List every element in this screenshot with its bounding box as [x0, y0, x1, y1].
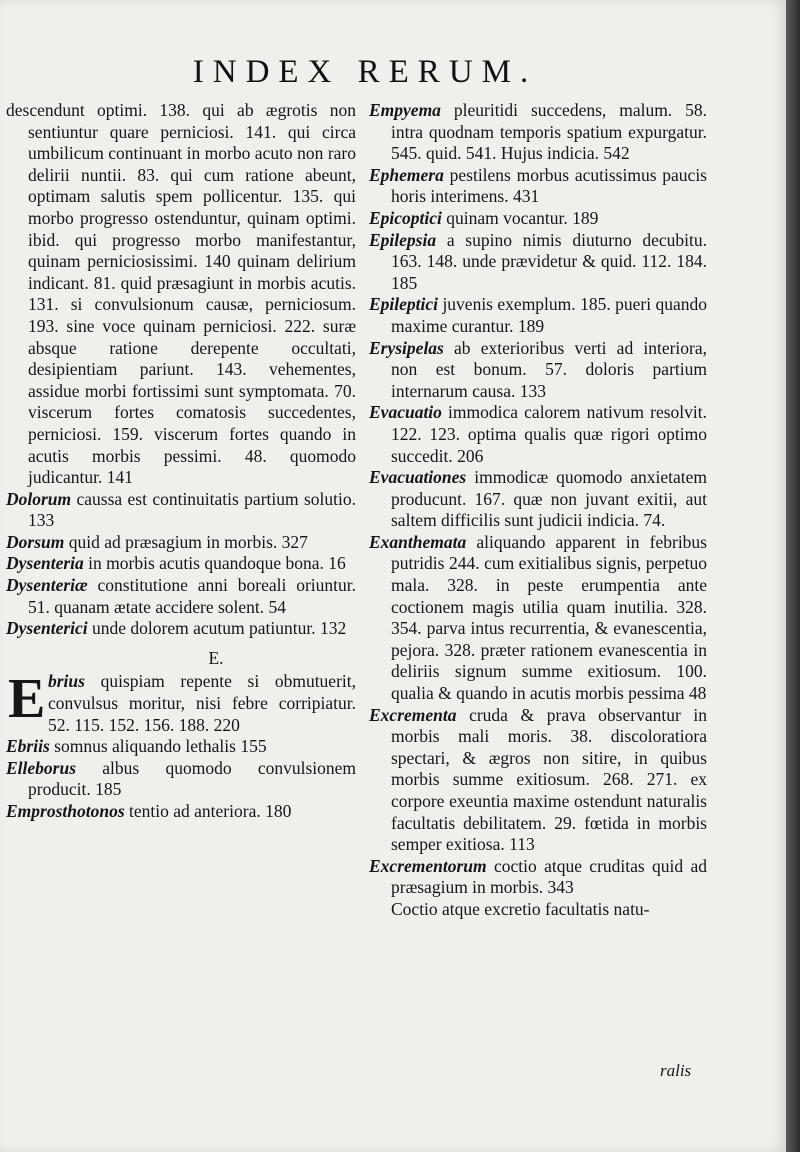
entry-text: quinam vocantur. 189 [441, 207, 599, 228]
index-entry [369, 532, 707, 705]
entry-headword: Empyema [369, 100, 441, 120]
section-letter: E. [208, 647, 224, 668]
entry-headword: Dorsum [6, 531, 65, 552]
entry-text: juvenis exemplum. 185. pueri quando maxime curantur. 189 [391, 294, 707, 336]
entry-text: albus quomodo convulsionem producit. 185 [28, 757, 356, 800]
index-entry [369, 467, 707, 532]
entry-text: a supino nimis diuturno decubitu. 163. 148. unde prævidetur & quid. 112. 184. 185 [391, 229, 707, 293]
entry-text: pleuritidi succedens, malum. 58. intra quodnam temporis spatium expurgatur. 545. quid. 541. Hujus indicia. 542 [391, 100, 707, 164]
entry-text: constitutione anni boreali oriuntur. 51. quanam ætate accidere solent. 54 [28, 575, 356, 617]
entry-text: unde dolorem acutum patiuntur. 132 [87, 618, 347, 639]
entry-headword: Epileptici [369, 294, 439, 315]
entry-headword: Dolorum [6, 488, 72, 509]
entry-text: immodicæ quomodo anxietatem producunt. 167. quæ non juvant exitii, aut saltem difficilis sunt judicii indicia. 74. [391, 467, 707, 531]
index-entry [369, 230, 707, 295]
index-column-right [369, 100, 707, 921]
page-edge [786, 0, 800, 1152]
index-entry [369, 899, 707, 921]
entry-text: tentio ad anteriora. 180 [124, 801, 292, 821]
index-entry [6, 100, 356, 489]
index-entry [369, 338, 707, 403]
entry-headword: Excrementorum [369, 855, 487, 876]
entry-headword: Epicoptici [369, 207, 442, 228]
entry-headword: Erysipelas [369, 337, 444, 358]
entry-text: immodica calorem nativum resolvit. 122. 123. optima qualis quæ rigori optimo succedit. 206 [391, 402, 707, 466]
entry-headword: Dysenteriæ [6, 575, 88, 596]
entry-headword: Dysenteria [6, 553, 84, 574]
entry-headword: brius [48, 671, 85, 692]
entry-text: quispiam repente si obmutuerit, convulsus moritur, nisi febre corripiatur. 52. 115. 152. 156. 188. 220 [48, 671, 356, 735]
index-entry [369, 165, 707, 208]
index-column-left [6, 100, 356, 823]
entry-text: somnus aliquando lethalis 155 [49, 736, 267, 757]
index-entry [6, 532, 356, 554]
entry-text: coctio atque cruditas quid ad præsagium in morbis. 343 [391, 855, 707, 898]
index-entry [369, 705, 707, 856]
catchword: ralis [660, 1061, 692, 1080]
entry-headword: Emprosthotonos [6, 801, 125, 821]
index-entry [369, 100, 707, 165]
index-entry [6, 736, 356, 758]
index-entry [369, 208, 707, 230]
index-entry [6, 801, 356, 823]
entry-headword: Evacuationes [369, 467, 467, 488]
entry-text: quid ad præsagium in morbis. 327 [64, 531, 308, 552]
index-entry [6, 668, 356, 736]
index-entry [6, 618, 356, 640]
entry-text: pestilens morbus acutissimus paucis horis interimens. 431 [391, 164, 707, 207]
index-entry [6, 489, 356, 532]
entry-headword: Ebriis [6, 736, 50, 757]
entry-headword: Elleborus [6, 757, 77, 778]
entry-text: cruda & prava observantur in morbis mali moris. 38. discoloratiora spectari, & ægros non sitire, in quibus morbis summe exitiosum. 268. 271. ex corpore exeuntia maxime ostendunt naturalis facultatis debilitatem. 29. fœtida in morbis semper exitiosa. 113 [391, 704, 707, 855]
index-entry [369, 294, 707, 337]
index-entry [6, 553, 356, 575]
entry-text: aliquando apparent in febribus putridis 244. cum exitialibus signis, perpetuo mala. 328. in peste erumpentia ante coctionem magis utilia quam inutilia. 328. 354. parva intus recurrentia, & evanescentia, pejora. 328. præter rationem evanescentia in deliriis signum summe exitiosum. 100. qualia & quando in acutis morbis pessima 48 [391, 531, 707, 704]
page-title: INDEX RERUM. [192, 54, 538, 90]
entry-text: Coctio atque excretio facultatis natu- [391, 898, 650, 919]
entry-text: descendunt optimi. 138. qui ab ægrotis non sentiuntur quare perniciosi. 141. qui circa umbilicum continuant in morbo acuto non raro delirii nuntii. 83. qui cum ratione abeunt, optimam salutis spem pollicentur. 135. qui morbo progresso ostenduntur, quinam optimi. ibid. qui progresso morbo manifestantur, quinam perniciosissimi. 140 quinam delirium indicant. 81. quid præsagiunt in morbis acutis. 131. si convulsionum causæ, perniciosum. 193. sine voce quinam perniciosi. 222. suræ absque ratione derepente occultati, desipientiam pariunt. 143. vehementes, assidue morbi fortissimi sunt symptomata. 70. viscerum fortes comatosis succedentes, perniciosi. 159. viscerum fortes quando in acutis morbis pessimi. 48. quomodo judicantur. 141 [6, 100, 356, 488]
index-entry [369, 856, 707, 899]
entry-text: in morbis acutis quandoque bona. 16 [83, 553, 346, 574]
entry-headword: Dysenterici [6, 618, 88, 639]
entry-headword: Excrementa [369, 704, 457, 725]
entry-text: ab exterioribus verti ad interiora, non est bonum. 57. doloris partium internarum causa. 133 [391, 337, 707, 401]
index-entry [369, 402, 707, 467]
index-entry [6, 758, 356, 801]
drop-cap-initial: E [8, 668, 46, 731]
entry-headword: Exanthemata [369, 531, 467, 552]
entry-text: caussa est continuitatis partium solutio. 133 [28, 488, 356, 531]
entry-headword: Epilepsia [369, 229, 437, 250]
index-entry [6, 575, 356, 618]
entry-headword: Evacuatio [369, 402, 442, 423]
entry-headword: Ephemera [369, 164, 444, 185]
